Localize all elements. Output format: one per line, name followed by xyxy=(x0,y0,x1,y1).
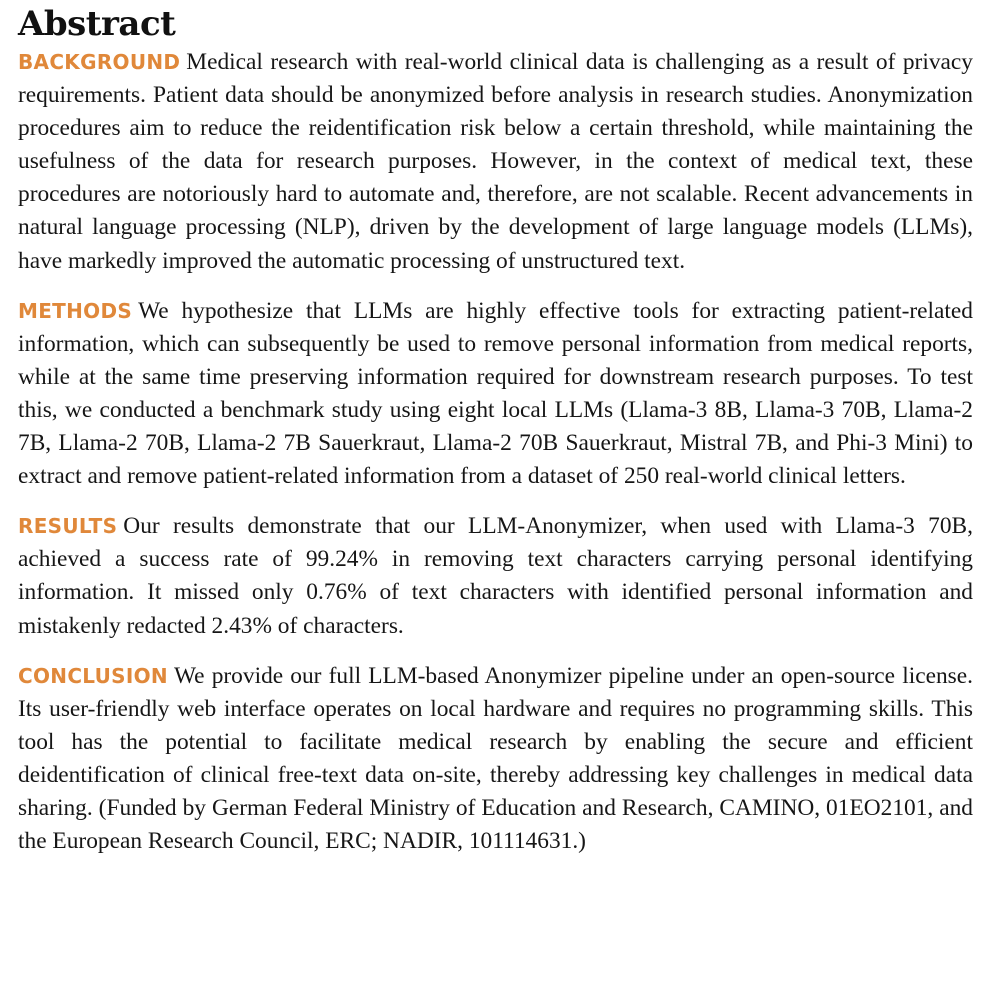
methods-label: METHODS xyxy=(18,298,133,323)
background-text: Medical research with real-world clinical data is challenging as a result of privacy requirements. Patient data should be anonymized before analysis in research studies. Anonymization procedures aim to reduce the reidentification risk below a certain threshold, while maintaining the usefulness of the data for research purposes. However, in the context of medical text, these procedures are notoriously hard to automate and, therefore, are not scalable. Recent advancements in natural language processing (NLP), driven by the development of large language models (LLMs), have markedly improved the automatic processing of unstructured text. xyxy=(18,49,973,274)
results-label: RESULTS xyxy=(18,514,118,539)
methods-text: We hypothesize that LLMs are highly effective tools for extracting patient-related information, which can subsequently be used to remove personal information from medical reports, while at the same time preserving information required for downstream research purposes. To test this, we conducted a benchmark study using eight local LLMs (Llama-3 8B, Llama-3 70B, Llama-2 7B, Llama-2 70B, Llama-2 7B Sauerkraut, Llama-2 70B Sauerkraut, Mistral 7B, and Phi-3 Mini) to extract and remove patient-related information from a dataset of 250 real-world clinical letters. xyxy=(18,297,973,490)
background-label: BACKGROUND xyxy=(18,50,181,74)
results-section xyxy=(18,510,973,642)
abstract-heading: Abstract xyxy=(18,4,176,44)
conclusion-text: We provide our full LLM-based Anonymizer pipeline under an open-source license. Its user-friendly web interface operates on local hardware and requires no programming skills. This tool has the potential to facilitate medical research by enabling the secure and efficient deidentification of clinical free-text data on-site, thereby addressing key challenges in medical data sharing. (Funded by German Federal Ministry of Education and Research, CAMINO, 01EO2101, and the European Research Council, ERC; NADIR, 101114631.) xyxy=(18,662,973,855)
conclusion-label: CONCLUSION xyxy=(18,663,168,688)
methods-section xyxy=(18,295,973,494)
conclusion-section xyxy=(18,660,973,859)
results-text: Our results demonstrate that our LLM-Anonymizer, when used with Llama-3 70B, achieved a success rate of 99.24% in removing text characters carrying personal identifying information. It missed only 0.76% of text characters with identified personal information and mistakenly redacted 2.43% of characters. xyxy=(18,513,973,639)
abstract-page xyxy=(18,0,973,858)
background-section xyxy=(18,46,973,278)
